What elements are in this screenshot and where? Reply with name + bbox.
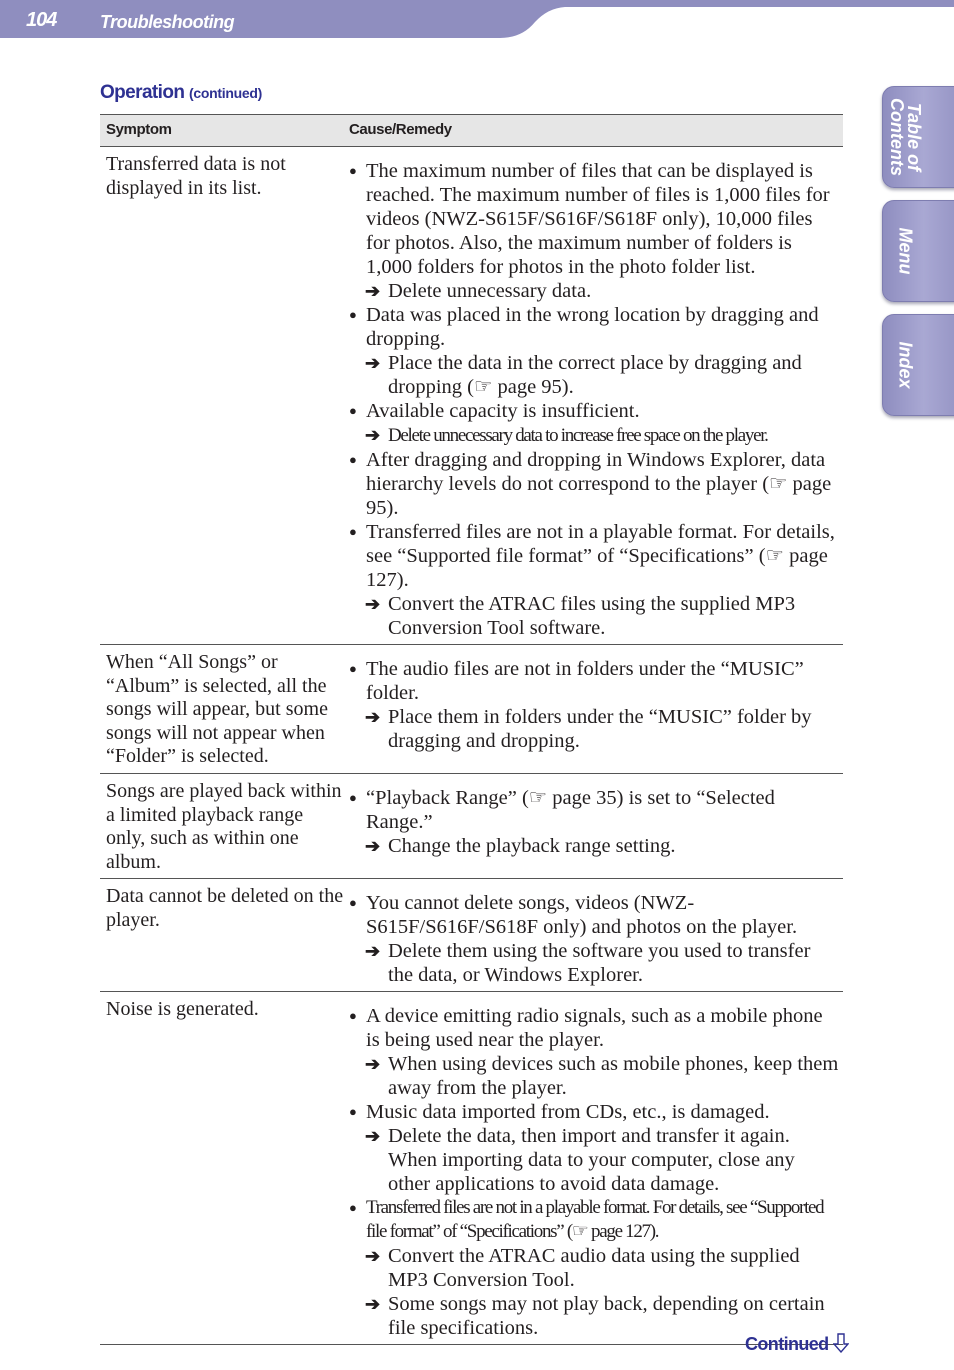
remedy-item <box>349 1244 839 1292</box>
right-arrow-icon: ➔ <box>365 707 381 727</box>
continued-text: Continued <box>745 1334 829 1354</box>
remedy-text: Delete unnecessary data to increase free space on the player. <box>388 425 768 446</box>
remedy-text: Delete them using the software you used to transfer the data, or Windows Explorer. <box>388 940 811 986</box>
table-row <box>100 147 843 645</box>
remedy-item <box>349 351 839 399</box>
cause-remedy-cell <box>349 992 839 1344</box>
page-number: 104 <box>26 9 57 31</box>
page-heading <box>100 82 262 104</box>
cause-item: ● The maximum number of files that can be displayed is reached. The maximum number of files is 1,000 files for videos (NWZ-S615F/S616F/S618F only), 10,000 files for photos. Also, the maximum number of folders is 1,000 folders for photos in the photo folder list. <box>349 159 839 279</box>
remedy-text: Place the data in the correct place by dragging and dropping (☞ page 95). <box>388 352 802 398</box>
cause-remedy-cell <box>349 645 839 757</box>
symptom-cell: Transferred data is not displayed in its list. <box>106 153 286 199</box>
column-header-symptom: Symptom <box>106 121 172 138</box>
tab-label: Menu <box>895 227 916 275</box>
table-header <box>100 114 843 147</box>
remedy-item <box>349 939 839 987</box>
section-title: Troubleshooting <box>100 12 235 32</box>
remedy-text: When using devices such as mobile phones, keep them away from the player. <box>388 1053 839 1099</box>
remedy-item <box>349 592 839 640</box>
right-arrow-icon: ➔ <box>365 1054 381 1074</box>
remedy-text: Change the playback range setting. <box>388 835 676 857</box>
remedy-text: Delete unnecessary data. <box>388 280 592 302</box>
cause-item: ● Transferred files are not in a playable format. For details, see “Supported file format” of “Specifications” (☞ page 127). <box>349 520 839 592</box>
table-row <box>100 645 843 774</box>
remedy-item <box>349 705 839 753</box>
remedy-text: Delete the data, then import and transfer it again. When importing data to your computer, close any other applications to avoid data damage. <box>388 1125 795 1195</box>
remedy-text: Some songs may not play back, depending on certain file specifications. <box>388 1293 825 1339</box>
cause-item: ● A device emitting radio signals, such as a mobile phone is being used near the player. <box>349 1004 839 1052</box>
cause-remedy-cell <box>349 147 839 644</box>
cause-item: ● Available capacity is insufficient. <box>349 399 839 423</box>
remedy-item <box>349 1124 839 1196</box>
cause-item: ● The audio files are not in folders under the “MUSIC” folder. <box>349 657 839 705</box>
right-arrow-icon: ➔ <box>365 1246 381 1266</box>
right-arrow-icon: ➔ <box>365 353 381 373</box>
remedy-text: Place them in folders under the “MUSIC” folder by dragging and dropping. <box>388 706 812 752</box>
symptom-cell: Data cannot be deleted on the player. <box>106 885 344 931</box>
cause-item: ● After dragging and dropping in Windows Explorer, data hierarchy levels do not correspond to the player (☞ page 95). <box>349 448 839 520</box>
right-arrow-icon: ➔ <box>365 281 381 301</box>
remedy-item <box>349 1052 839 1100</box>
troubleshooting-table <box>100 114 843 1345</box>
symptom-cell: When “All Songs” or “Album” is selected, all the songs will appear, but some songs will not appear when “Folder” is selected. <box>106 651 328 767</box>
cause-item: ● You cannot delete songs, videos (NWZ-S615F/S616F/S618F only) and photos on the player. <box>349 891 839 939</box>
right-arrow-icon: ➔ <box>365 941 381 961</box>
remedy-text: Convert the ATRAC files using the supplied MP3 Conversion Tool software. <box>388 593 796 639</box>
heading-suffix: (continued) <box>189 85 262 101</box>
symptom-cell: Noise is generated. <box>106 998 259 1020</box>
cause-remedy-cell <box>349 879 839 991</box>
right-arrow-icon: ➔ <box>365 425 381 445</box>
column-header-cause: Cause/Remedy <box>349 121 452 138</box>
tab-menu[interactable] <box>882 200 954 302</box>
cause-item: ● “Playback Range” (☞ page 35) is set to “Selected Range.” <box>349 786 839 834</box>
tab-label: Table of Contents <box>887 98 924 176</box>
continued-label <box>745 1333 849 1355</box>
remedy-item <box>349 423 839 448</box>
cause-item: ● Data was placed in the wrong location by dragging and dropping. <box>349 303 839 351</box>
table-body <box>100 147 843 1345</box>
right-arrow-icon: ➔ <box>365 1294 381 1314</box>
right-arrow-icon: ➔ <box>365 836 381 856</box>
cause-item: ● Music data imported from CDs, etc., is damaged. <box>349 1100 839 1124</box>
cause-item: ● Transferred files are not in a playable format. For details, see “Supported file format” of “Specifications” (☞ page 127). <box>349 1196 839 1244</box>
remedy-item <box>349 279 839 303</box>
right-arrow-icon: ➔ <box>365 1126 381 1146</box>
remedy-item <box>349 834 839 858</box>
tab-index[interactable] <box>882 314 954 416</box>
cause-remedy-cell <box>349 774 839 862</box>
heading-title: Operation <box>100 82 185 103</box>
table-row <box>100 774 843 879</box>
table-row <box>100 879 843 992</box>
symptom-cell: Songs are played back within a limited playback range only, such as within one album. <box>106 780 342 873</box>
down-arrow-icon <box>833 1333 849 1353</box>
tab-label: Index <box>895 341 916 389</box>
tab-table-of-contents[interactable] <box>882 86 954 188</box>
right-arrow-icon: ➔ <box>365 594 381 614</box>
remedy-text: Convert the ATRAC audio data using the supplied MP3 Conversion Tool. <box>388 1245 800 1291</box>
table-row <box>100 992 843 1345</box>
